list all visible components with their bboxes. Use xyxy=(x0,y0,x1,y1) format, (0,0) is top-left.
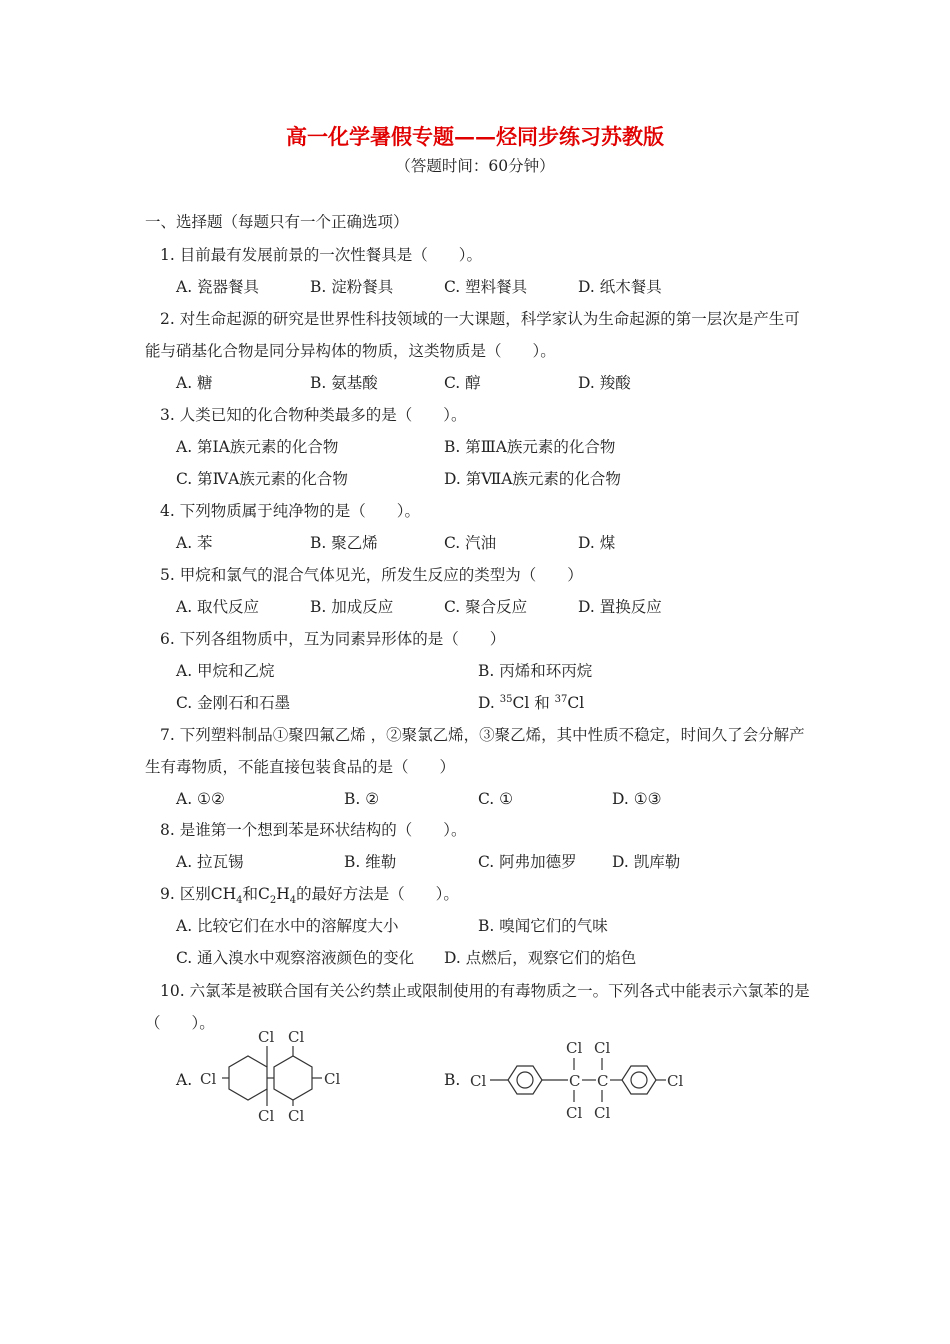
question-1-option-d: D. 纸木餐具 xyxy=(578,278,662,296)
benzene-ring-left xyxy=(229,1056,267,1100)
question-6-option-c: C. 金刚石和石墨 xyxy=(176,694,291,712)
question-6-stem: 6. 下列各组物质中，互为同素异形体的是（ ） xyxy=(160,630,506,648)
question-10-option-b-label: B. xyxy=(444,1071,461,1089)
question-6-option-d xyxy=(478,693,584,713)
question-8-option-a: A. 拉瓦锡 xyxy=(176,853,244,871)
carbon-label: C xyxy=(597,1072,609,1090)
question-8-option-c: C. 阿弗加德罗 xyxy=(478,853,577,871)
stem-text: H xyxy=(276,885,290,903)
carbon-label: C xyxy=(569,1072,581,1090)
section-heading: 一、选择题（每题只有一个正确选项） xyxy=(145,213,409,231)
question-3-option-c: C. 第ⅣA族元素的化合物 xyxy=(176,470,348,488)
question-10-option-a-label: A. xyxy=(176,1071,193,1089)
question-5-option-b: B. 加成反应 xyxy=(310,598,394,616)
question-1-option-c: C. 塑料餐具 xyxy=(444,278,528,296)
question-4-option-a: A. 苯 xyxy=(176,534,213,552)
chlorine-label: Cl xyxy=(470,1072,487,1090)
structure-b xyxy=(470,1036,700,1126)
chlorine-label: Cl xyxy=(594,1104,611,1122)
question-4-option-d: D. 煤 xyxy=(578,534,616,552)
chlorine-label: Cl xyxy=(566,1039,583,1057)
benzene-ring-right xyxy=(622,1066,656,1094)
question-6-option-b: B. 丙烯和环丙烷 xyxy=(478,662,593,680)
question-7-stem: 7. 下列塑料制品①聚四氟乙烯 ，②聚氯乙烯，③聚乙烯，其中性质不稳定，时间久了会分解产生有毒物质，不能直接包装食品的是（ ） xyxy=(145,726,805,776)
chlorine-label: Cl xyxy=(288,1107,305,1125)
stem-text: 9. 区别CH xyxy=(160,885,237,903)
question-5-option-a: A. 取代反应 xyxy=(176,598,260,616)
question-3-stem: 3. 人类已知的化合物种类最多的是（ ）。 xyxy=(160,406,467,424)
question-7-option-a: A. ①② xyxy=(176,790,225,808)
question-5-option-c: C. 聚合反应 xyxy=(444,598,528,616)
chlorine-label: Cl xyxy=(258,1028,275,1046)
stem-text: 的最好方法是（ ）。 xyxy=(296,885,459,903)
chlorine-label: Cl xyxy=(324,1070,341,1088)
question-9-option-a: A. 比较它们在水中的溶解度大小 xyxy=(176,917,399,935)
question-3-option-a: A. 第ⅠA族元素的化合物 xyxy=(176,438,339,456)
element-symbol: Cl xyxy=(567,694,585,712)
option-label: D. xyxy=(478,694,500,712)
question-4-stem: 4. 下列物质属于纯净物的是（ ）。 xyxy=(160,502,420,520)
mass-number: 35 xyxy=(499,693,513,705)
question-9-option-d: D. 点燃后，观察它们的焰色 xyxy=(444,949,637,967)
question-5-option-d: D. 置换反应 xyxy=(578,598,662,616)
benzene-ring-right xyxy=(274,1056,312,1100)
question-9-stem xyxy=(160,884,459,907)
conjunction: 和 xyxy=(529,694,555,712)
question-2-option-c: C. 醇 xyxy=(444,374,481,392)
question-2-option-d: D. 羧酸 xyxy=(578,374,631,392)
question-1-option-b: B. 淀粉餐具 xyxy=(310,278,394,296)
question-8-stem: 8. 是谁第一个想到苯是环状结构的（ ）。 xyxy=(160,821,467,839)
element-symbol: Cl xyxy=(512,694,530,712)
question-9-option-c: C. 通入溴水中观察溶液颜色的变化 xyxy=(176,949,415,967)
chlorine-label: Cl xyxy=(288,1028,305,1046)
question-7-option-d: D. ①③ xyxy=(612,790,662,808)
document-title: 高一化学暑假专题——烃同步练习苏教版 xyxy=(286,124,664,149)
stem-text: 和C xyxy=(242,885,270,903)
question-5-stem: 5. 甲烷和氯气的混合气体见光，所发生反应的类型为（ ） xyxy=(160,566,583,584)
chlorine-label: Cl xyxy=(667,1072,684,1090)
question-10-stem: 10. 六氯苯是被联合国有关公约禁止或限制使用的有毒物质之一。下列各式中能表示六氯苯的是（ ）。 xyxy=(145,982,810,1032)
question-8-option-b: B. 维勒 xyxy=(344,853,397,871)
aromatic-circle xyxy=(631,1072,647,1088)
mass-number: 37 xyxy=(554,693,568,705)
question-8-option-d: D. 凯库勒 xyxy=(612,853,681,871)
question-2-option-b: B. 氨基酸 xyxy=(310,374,378,392)
document-subtitle: （答题时间：60分钟） xyxy=(395,157,555,175)
question-7-option-b: B. ② xyxy=(344,790,380,808)
chlorine-label: Cl xyxy=(200,1070,217,1088)
question-4-option-c: C. 汽油 xyxy=(444,534,497,552)
question-4-option-b: B. 聚乙烯 xyxy=(310,534,378,552)
chlorine-label: Cl xyxy=(594,1039,611,1057)
aromatic-circle xyxy=(517,1072,533,1088)
question-2-stem: 2. 对生命起源的研究是世界性科技领域的一大课题，科学家认为生命起源的第一层次是产生可能与硝基化合物是同分异构体的物质，这类物质是（ ）。 xyxy=(145,310,800,360)
question-3-option-b: B. 第ⅢA族元素的化合物 xyxy=(444,438,616,456)
question-7-option-c: C. ① xyxy=(478,790,514,808)
question-1-option-a: A. 瓷器餐具 xyxy=(176,278,260,296)
question-6-option-a: A. 甲烷和乙烷 xyxy=(176,662,275,680)
subscript: 2 xyxy=(269,895,277,907)
question-1-stem: 1. 目前最有发展前景的一次性餐具是（ ）。 xyxy=(160,246,482,264)
chlorine-label: Cl xyxy=(566,1104,583,1122)
structure-a-biphenyl xyxy=(200,1026,360,1126)
question-2-option-a: A. 糖 xyxy=(176,374,213,392)
benzene-ring-left xyxy=(508,1066,542,1094)
question-3-option-d: D. 第ⅦA族元素的化合物 xyxy=(444,470,621,488)
subscript: 4 xyxy=(289,895,297,907)
subscript: 4 xyxy=(236,895,243,907)
question-9-option-b: B. 嗅闻它们的气味 xyxy=(478,917,608,935)
chlorine-label: Cl xyxy=(258,1107,275,1125)
